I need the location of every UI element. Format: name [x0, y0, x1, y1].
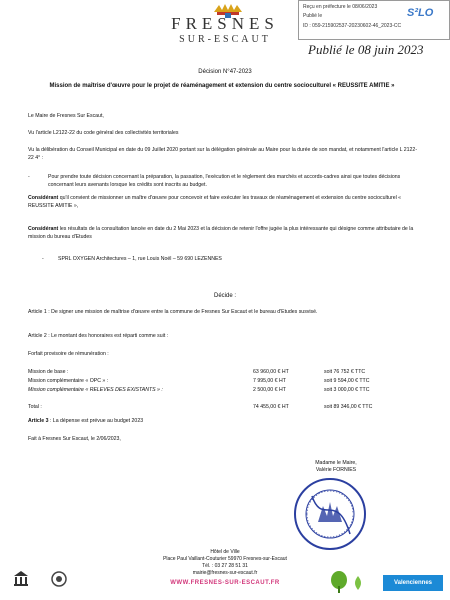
article-2 [28, 333, 420, 341]
delegation-dash: - [28, 174, 30, 180]
footer-line-1: Hôtel de Ville [210, 549, 240, 555]
nature-icon [328, 570, 350, 594]
total-ht: 74 455,00 € HT [253, 404, 289, 410]
results-label: Considérant [28, 226, 59, 232]
official-seal-icon [292, 476, 368, 552]
results-paragraph [28, 226, 420, 241]
mayor-intro: Le Maire de Fresnes Sur Escaut, [28, 113, 104, 119]
fee-label: Mission complémentaire « RELEVES DES EXISTANTS » : [28, 387, 163, 393]
leaf-icon [354, 576, 362, 590]
fees-intro: Forfait provisoire de rémunération : [28, 351, 109, 357]
decision-subject: Mission de maîtrise d'œuvre pour le projet de réaménagement et extension du centre socioculturel « REUSSITE AMITIE » [49, 83, 395, 89]
article-3 [28, 418, 420, 426]
article-1 [28, 309, 420, 317]
fee-ht: 7 995,00 € HT [253, 378, 286, 384]
publication-date: Publié le 08 juin 2023 [308, 42, 424, 57]
decide-heading: Décide : [213, 293, 236, 299]
brand-name: FRESNES [171, 14, 279, 33]
signatory-name: Valérie FORNIES [315, 467, 357, 473]
article-1-text: : De signer une mission de maîtrise d'œuvre entre la commune de Fresnes Sur Escaut et le bureau d'Etudes susvisé. [46, 309, 318, 315]
fee-ttc: soit 3 000,00 € TTC [324, 387, 370, 393]
article-2-label: Article 2 [28, 333, 47, 339]
vu-code: Vu l'article L2122-22 du code général des collectivités territoriales [28, 130, 179, 136]
article-2-text: : Le montant des honoraires est réparti comme suit : [46, 333, 169, 339]
stamp-published: Publié le [303, 13, 323, 19]
brand-subtitle: SUR-ESCAUT [179, 34, 271, 45]
fee-ttc: soit 76 752 € TTC [324, 369, 366, 375]
considering-paragraph [28, 195, 420, 210]
fee-label: Mission de base : [28, 369, 69, 375]
decision-title: Décision N°47-2023 [198, 69, 252, 75]
footer-address: Place Paul Vaillant-Couturier 59970 Fresnes-sur-Escaut [163, 556, 287, 562]
fee-label: Mission complémentaire « OPC » : [28, 378, 109, 384]
unesco-icon [12, 568, 30, 588]
vu-deliberation: Vu la délibération du Conseil Municipal en date du 09 Juillet 2020 portant sur la délégation générale au Maire pour la durée de son mandat, et notamment l'article L 2122-22 4° : [28, 147, 418, 161]
results-text: les résultats de la consultation lancée en date du 2 Mai 2023 et la décision de retenir l'offre jugée la plus intéressante qui désigne comme attributaire de la mission du bureau d'Etudes [28, 226, 414, 240]
prefecture-stamp [298, 0, 450, 40]
footer-website-link[interactable]: WWW.FRESNES-SUR-ESCAUT.FR [170, 580, 280, 586]
considering-label: Considérant [28, 195, 59, 201]
total-label: Total : [28, 404, 42, 410]
firm-dash: - [42, 256, 44, 262]
signatory-title: Madame le Maire, [315, 460, 357, 466]
heritage-icon [50, 570, 68, 588]
fee-ht: 2 500,00 € HT [253, 387, 286, 393]
delegation-text: Pour prendre toute décision concernant la préparation, la passation, l'exécution et le règlement des marchés et accords-cadres ainsi que toutes décisions concernant leurs avenants lorsque les crédits sont inscrits au budget. [48, 174, 401, 188]
stamp-id: ID : 059-215902537-20230602-46_2023-CC [303, 23, 402, 29]
footer-phone: Tél. : 03 27 28 51 31 [202, 563, 248, 569]
article-3-text: : La dépense est prévue au budget 2023 [48, 418, 144, 424]
done-at: Fait à Fresnes Sur Escaut, le 2/06/2023, [28, 436, 121, 442]
partner-logo: Valenciennes [383, 575, 443, 591]
slo-logo: S²LO [407, 7, 434, 19]
fee-ttc: soit 9 594,00 € TTC [324, 378, 370, 384]
considering-text: qu'il convient de missionner un maître d'œuvre pour concevoir et faire exécuter les travaux de réaménagement et extension du centre socioculturel « REUSSITE AMITIE », [28, 195, 402, 209]
footer-email[interactable]: mairie@fresnes-sur-escaut.fr [192, 570, 258, 576]
article-1-label: Article 1 [28, 309, 47, 315]
article-3-label: Article 3 [28, 418, 49, 424]
stamp-received: Reçu en préfecture le 08/06/2023 [303, 4, 378, 10]
total-ttc: soit 89 346,00 € TTC [324, 404, 373, 410]
firm-name: SPRL OXYGEN Architectures – 1, rue Louis Noël – 59 690 LEZENNES [58, 256, 222, 262]
fee-ht: 63 960,00 € HT [253, 369, 289, 375]
